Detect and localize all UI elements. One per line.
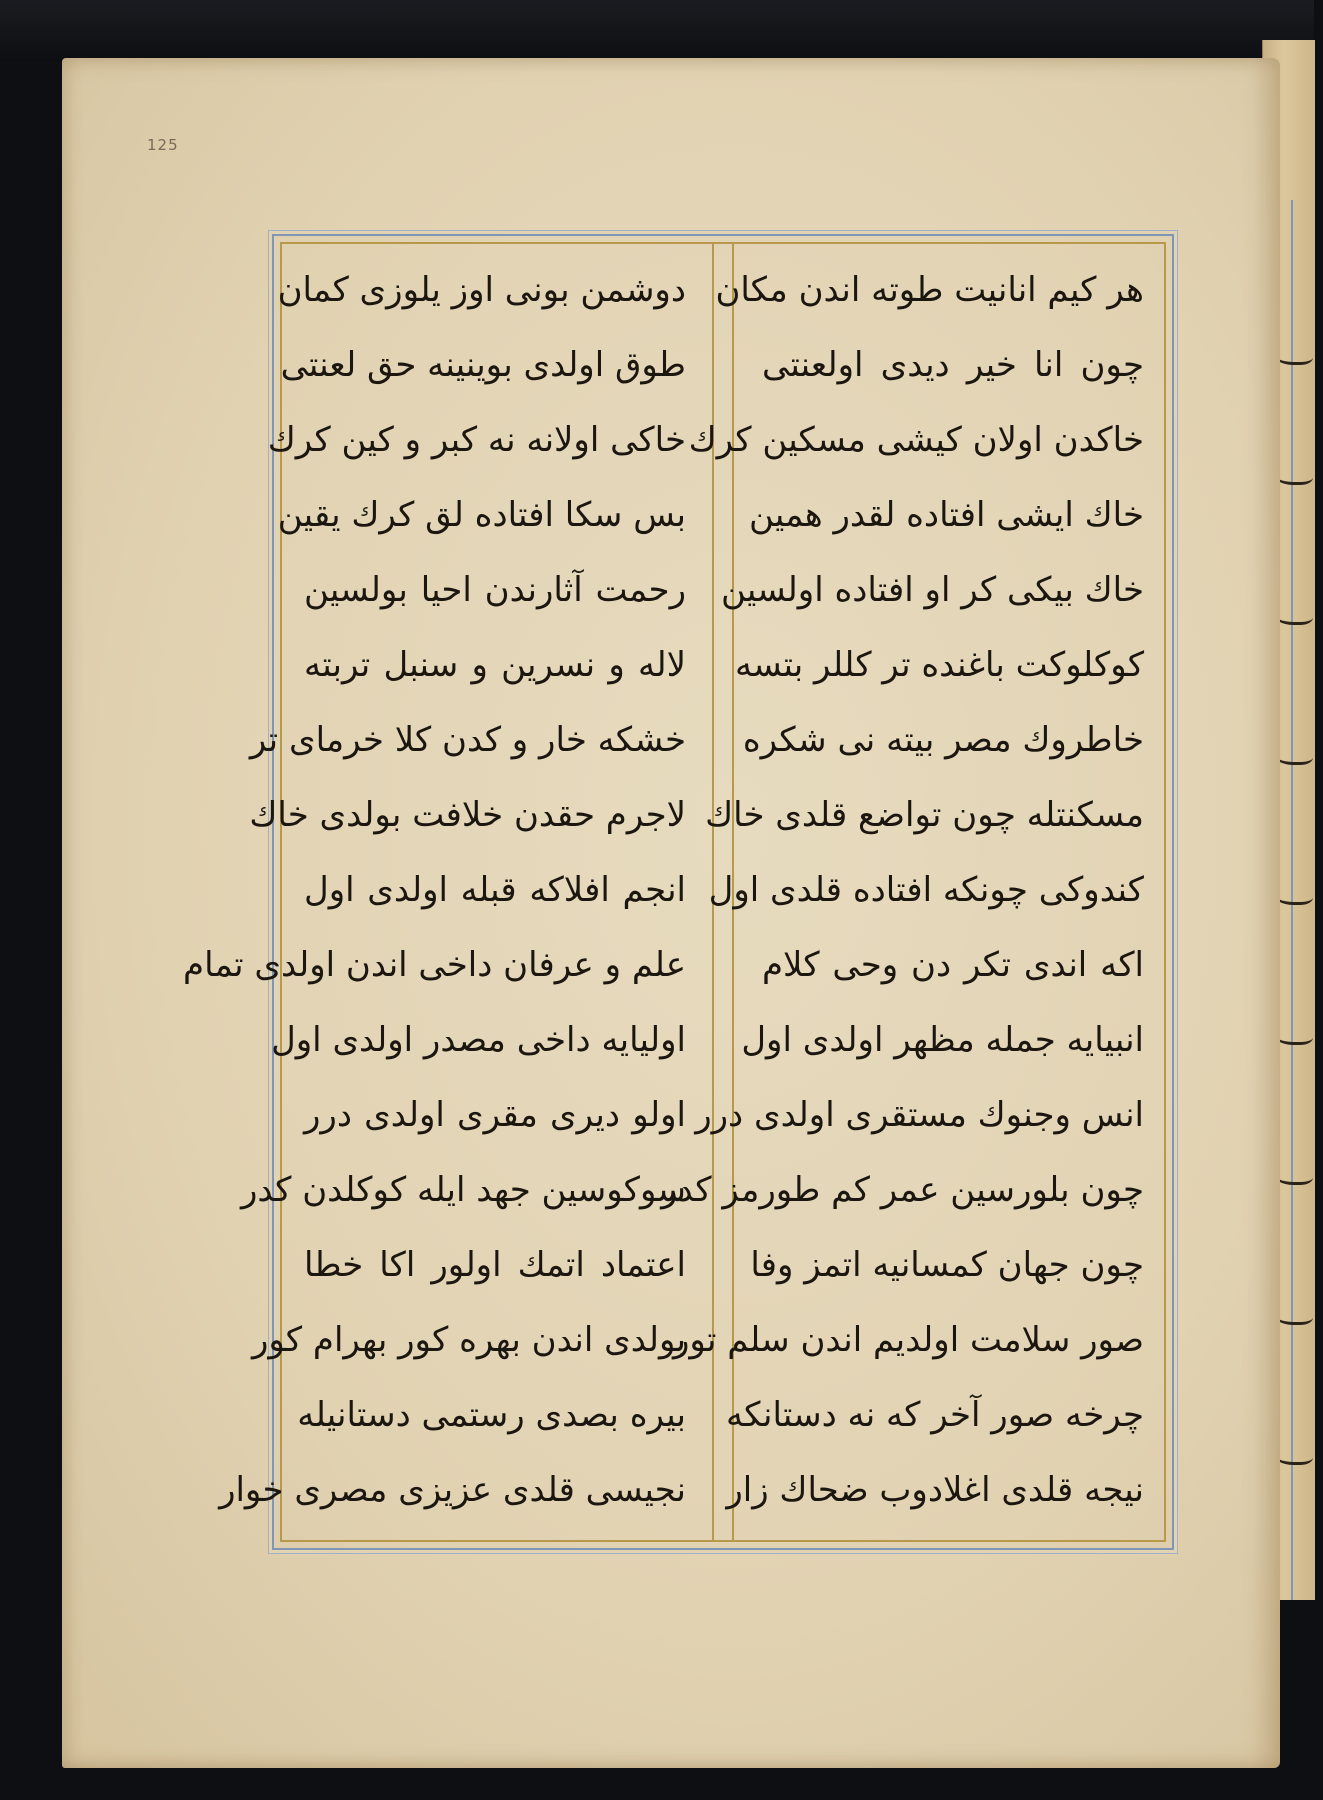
verse-line: چون انا خیر دیدی اولعنتی [762, 344, 1144, 385]
verse-line: انجم افلاکه قبله اولدی اول [304, 869, 686, 910]
verse-line: چون بلورسین عمر کم طورمز کدر [661, 1170, 1144, 1211]
verse-line: لاجرم حقدن خلافت بولدی خاك [249, 794, 686, 835]
verse-line: خشکه خار و کدن کلا خرمای تر [249, 719, 686, 760]
verse-line: چون جهان کمسانیه اتمز وفا [750, 1245, 1144, 1286]
verse-line: کندوکی چونکه افتاده قلدی اول [708, 869, 1144, 910]
verse-line: نیجه قلدی اغلادوب ضحاك زار [726, 1470, 1144, 1511]
verse-line: سوکوسین جهد ایله کوکلدن کدر [240, 1170, 686, 1211]
verse-line: دوشمن بونی اوز یلوزی کمان [277, 269, 686, 310]
verse-line: خاطروك مصر بیته نی شکره [742, 719, 1144, 760]
left-column [183, 244, 700, 1540]
verse-line: لاله و نسرین و سنبل تربته [304, 644, 686, 685]
verse-line: هر کیم انانیت طوته اندن مکان [715, 269, 1144, 310]
background-top [0, 0, 1314, 62]
verse-line: اکه اندی تکر دن وحی کلام [762, 944, 1144, 985]
folio-number: 125 [147, 136, 179, 154]
verse-line: طوق اولدی بوینینه حق لعنتی [280, 344, 686, 385]
verse-line: خاکی اولانه نه کبر و کین کرك [267, 419, 686, 460]
verse-line: علم و عرفان داخی اندن اولدی تمام [183, 944, 686, 985]
verse-line: خاك ایشی افتاده لقدر همین [748, 494, 1144, 535]
verse-line: انس وجنوك مستقری اولدی درر [695, 1095, 1144, 1136]
verse-line: مسکنتله چون تواضع قلدی خاك [705, 794, 1144, 835]
verse-line: اولو دیری مقری اولدی درر [304, 1095, 686, 1136]
right-column [661, 244, 1158, 1540]
verse-line: انبیایه جمله مظهر اولدی اول [741, 1019, 1144, 1060]
verse-line: کوکلوکت باغنده تر کللر بتسه [734, 644, 1144, 685]
verse-line: چرخه صور آخر که نه دستانکه [726, 1395, 1144, 1436]
verse-line: رحمت آثارندن احیا بولسین [304, 569, 686, 610]
verse-line: صور سلامت اولدیم اندن سلم تور [673, 1320, 1144, 1361]
verse-line: اولیایه داخی مصدر اولدی اول [271, 1019, 686, 1060]
text-block-inner-frame [183, 242, 1166, 1542]
verse-line: بولدی اندن بهره کور بهرام کور [251, 1320, 686, 1361]
verse-line: بس سکا افتاده لق کرك یقین [277, 494, 686, 535]
text-block-frame [183, 234, 1174, 1550]
verse-line: بیره بصدی رستمی دستانیله [297, 1395, 686, 1436]
verse-line: نجیسی قلدی عزیزی مصری خوار [219, 1470, 686, 1511]
verse-line: اعتماد اتمك اولور اکا خطا [304, 1245, 686, 1286]
verse-line: خاك بیکی کر او افتاده اولسین [720, 569, 1144, 610]
verse-line: خاکدن اولان کیشی مسکین کرك [688, 419, 1144, 460]
